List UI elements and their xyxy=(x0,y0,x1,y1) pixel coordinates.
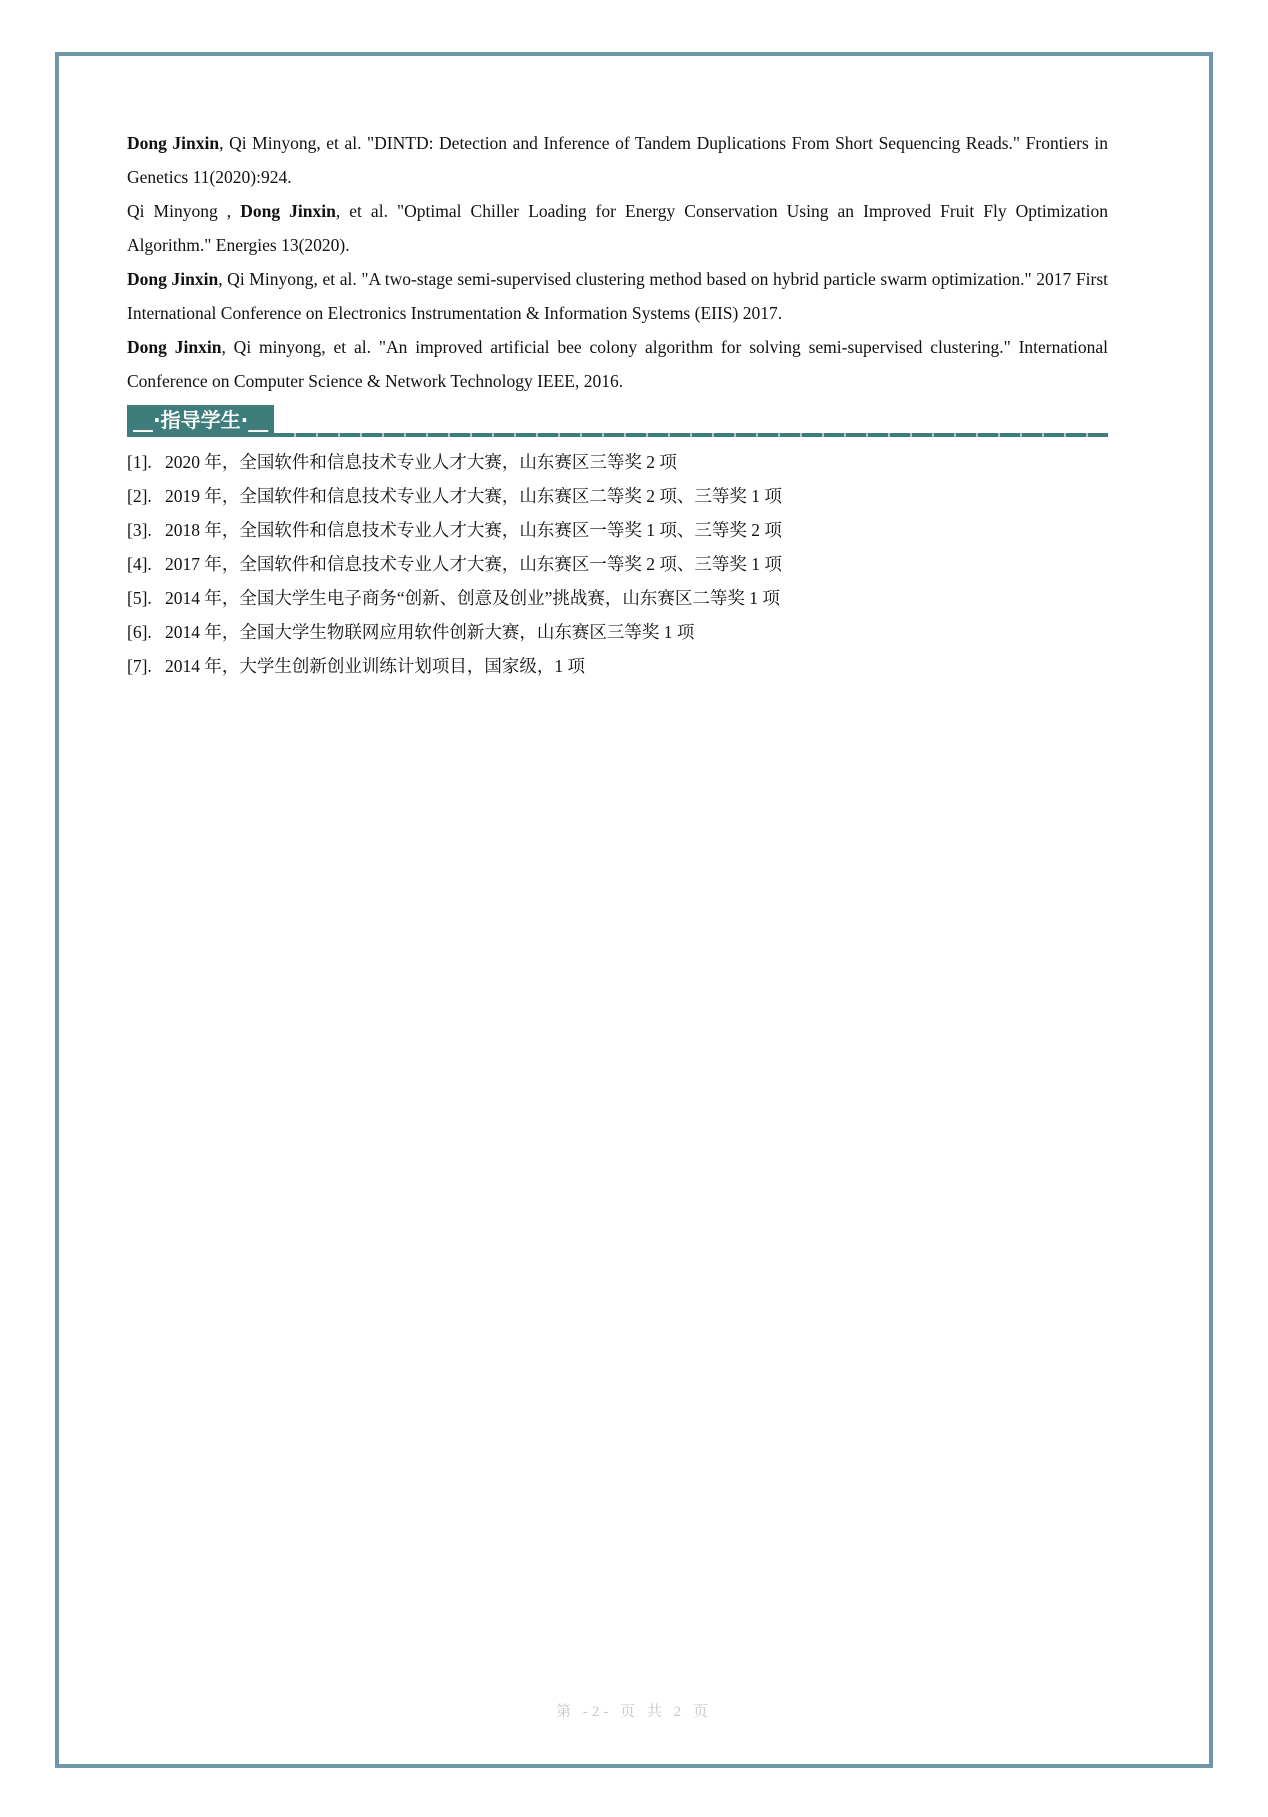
award-item-number: [1]. xyxy=(127,452,152,472)
award-item-text: 2014 年，大学生创新创业训练计划项目，国家级，1 项 xyxy=(165,656,585,676)
publication-item xyxy=(127,194,1108,262)
award-item xyxy=(127,513,1108,547)
page-content xyxy=(127,126,1108,683)
award-item-text: 2014 年，全国大学生电子商务“创新、创意及创业”挑战赛，山东赛区二等奖 1 项 xyxy=(165,588,780,608)
publication-text: Qi Minyong , xyxy=(127,201,241,221)
award-item-text: 2019 年，全国软件和信息技术专业人才大赛，山东赛区二等奖 2 项、三等奖 1 项 xyxy=(165,486,782,506)
award-item-text: 2020 年，全国软件和信息技术专业人才大赛，山东赛区三等奖 2 项 xyxy=(165,452,677,472)
award-item-number: [6]. xyxy=(127,622,152,642)
award-item xyxy=(127,547,1108,581)
award-item-number: [7]. xyxy=(127,656,152,676)
publications-list xyxy=(127,126,1108,398)
award-item xyxy=(127,581,1108,615)
publication-text: , Qi Minyong, et al. "DINTD: Detection and Inference of Tandem Duplications From Short Sequencing Reads." Frontiers in Genetics 11(2020):924. xyxy=(127,133,1109,187)
award-item-number: [2]. xyxy=(127,486,152,506)
publication-item xyxy=(127,126,1108,194)
award-item xyxy=(127,615,1108,649)
award-item-number: [4]. xyxy=(127,554,152,574)
author-name-bold: Dong Jinxin xyxy=(240,201,336,221)
section-underline xyxy=(274,433,1108,437)
section-header xyxy=(127,405,1108,437)
page-border-frame xyxy=(55,52,1213,1768)
award-item-number: [5]. xyxy=(127,588,152,608)
award-item-text: 2014 年，全国大学生物联网应用软件创新大赛，山东赛区三等奖 1 项 xyxy=(165,622,695,642)
award-item xyxy=(127,479,1108,513)
award-item-number: [3]. xyxy=(127,520,152,540)
author-name-bold: Dong Jinxin xyxy=(127,269,219,289)
publication-item xyxy=(127,330,1108,398)
page-number-text: 第 -2- 页 共 2 页 xyxy=(556,1704,712,1720)
award-item xyxy=(127,445,1108,479)
publication-text: , Qi minyong, et al. "An improved artificial bee colony algorithm for solving semi-supervised clustering." International Conference on Computer Science & Network Technology IEEE, 2016. xyxy=(127,337,1109,391)
section-title-badge: __·指导学生·__ xyxy=(127,405,274,437)
publication-text: , et al. "Optimal Chiller Loading for Energy Conservation Using an Improved Fruit Fly Optimization Algorithm." Energies 13(2020). xyxy=(127,201,1108,255)
award-item-text: 2018 年，全国软件和信息技术专业人才大赛，山东赛区一等奖 1 项、三等奖 2 项 xyxy=(165,520,782,540)
awards-list xyxy=(127,445,1108,683)
award-item-text: 2017 年，全国软件和信息技术专业人才大赛，山东赛区一等奖 2 项、三等奖 1 项 xyxy=(165,554,782,574)
publication-item xyxy=(127,262,1108,330)
author-name-bold: Dong Jinxin xyxy=(127,337,222,357)
publication-text: , Qi Minyong, et al. "A two-stage semi-supervised clustering method based on hybrid particle swarm optimization." 2017 First International Conference on Electronics Instrumentation & Information Systems (EIIS) 2017. xyxy=(127,269,1109,323)
award-item xyxy=(127,649,1108,683)
author-name-bold: Dong Jinxin xyxy=(127,133,220,153)
page-footer xyxy=(0,1700,1268,1721)
